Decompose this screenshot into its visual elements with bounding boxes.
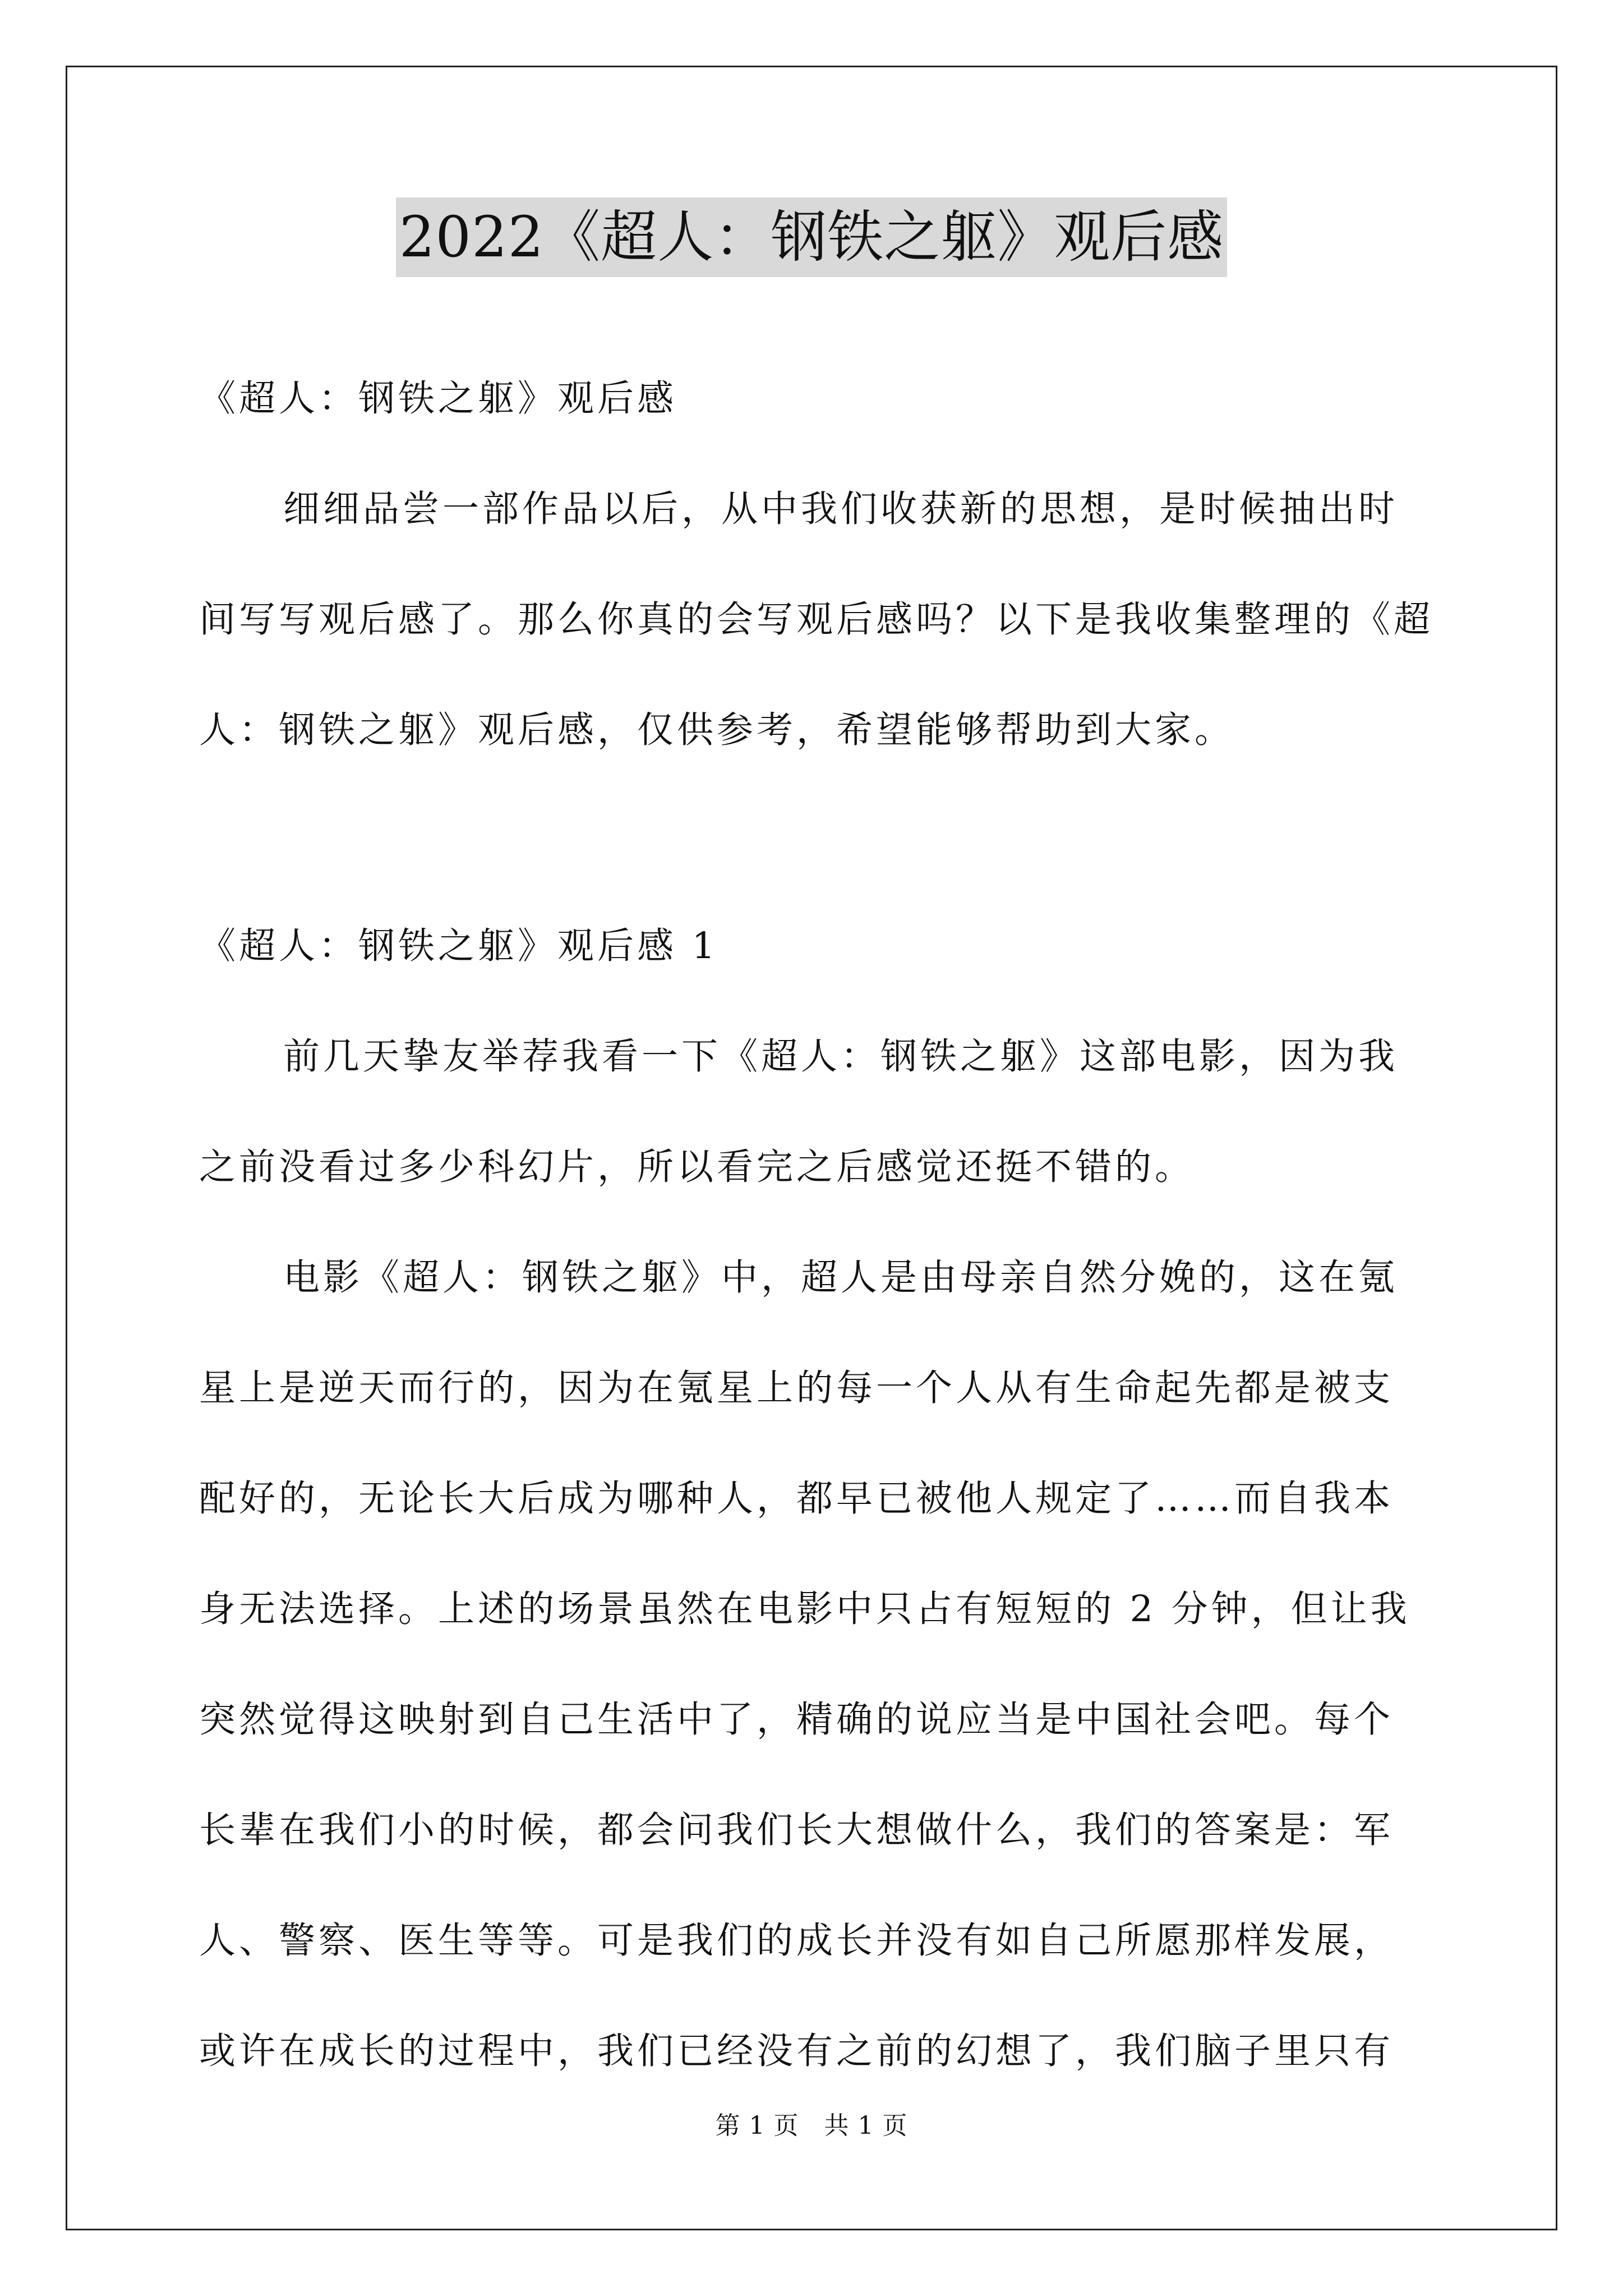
paragraph-line: 突然觉得这映射到自己生活中了，精确的说应当是中国社会吧。每个 xyxy=(199,1699,1394,1741)
paragraph-line: 之前没看过多少科幻片，所以看完之后感觉还挺不错的。 xyxy=(199,1146,1195,1188)
paragraph-line: 星上是逆天而行的，因为在氪星上的每一个人从有生命起先都是被支 xyxy=(199,1367,1394,1409)
paragraph-line: 间写写观后感了。那么你真的会写观后感吗？以下是我收集整理的《超 xyxy=(199,599,1434,641)
paragraph-line: 或许在成长的过程中，我们已经没有之前的幻想了，我们脑子里只有 xyxy=(199,2030,1394,2072)
page-number-footer: 第 1 页 共 1 页 xyxy=(715,2111,908,2140)
heading-intro: 《超人：钢铁之躯》观后感 xyxy=(199,378,677,420)
section-1 xyxy=(199,891,1427,2106)
paragraph-line: 人：钢铁之躯》观后感，仅供参考，希望能够帮助到大家。 xyxy=(199,709,1235,751)
paragraph-line: 前几天挚友举荐我看一下《超人：钢铁之躯》这部电影，因为我 xyxy=(283,1036,1399,1078)
document-title: 2022《超人：钢铁之躯》观后感 xyxy=(396,197,1228,277)
heading-section-1: 《超人：钢铁之躯》观后感 1 xyxy=(199,925,719,967)
paragraph-line: 电影《超人：钢铁之躯》中，超人是由母亲自然分娩的，这在氪 xyxy=(283,1257,1399,1299)
paragraph-line: 配好的，无论长大后成为哪种人，都早已被他人规定了……而自我本 xyxy=(199,1478,1394,1520)
paragraph-line: 身无法选择。上述的场景虽然在电影中只占有短短的 2 分钟，但让我 xyxy=(199,1588,1410,1630)
paragraph-line: 细细品尝一部作品以后，从中我们收获新的思想，是时候抽出时 xyxy=(283,488,1399,530)
document-body xyxy=(199,343,1434,785)
paragraph-line: 人、警察、医生等等。可是我们的成长并没有如自己所愿那样发展， xyxy=(199,1920,1394,1962)
paragraph-line: 长辈在我们小的时候，都会问我们长大想做什么，我们的答案是：军 xyxy=(199,1809,1394,1851)
title-container xyxy=(0,197,1623,277)
